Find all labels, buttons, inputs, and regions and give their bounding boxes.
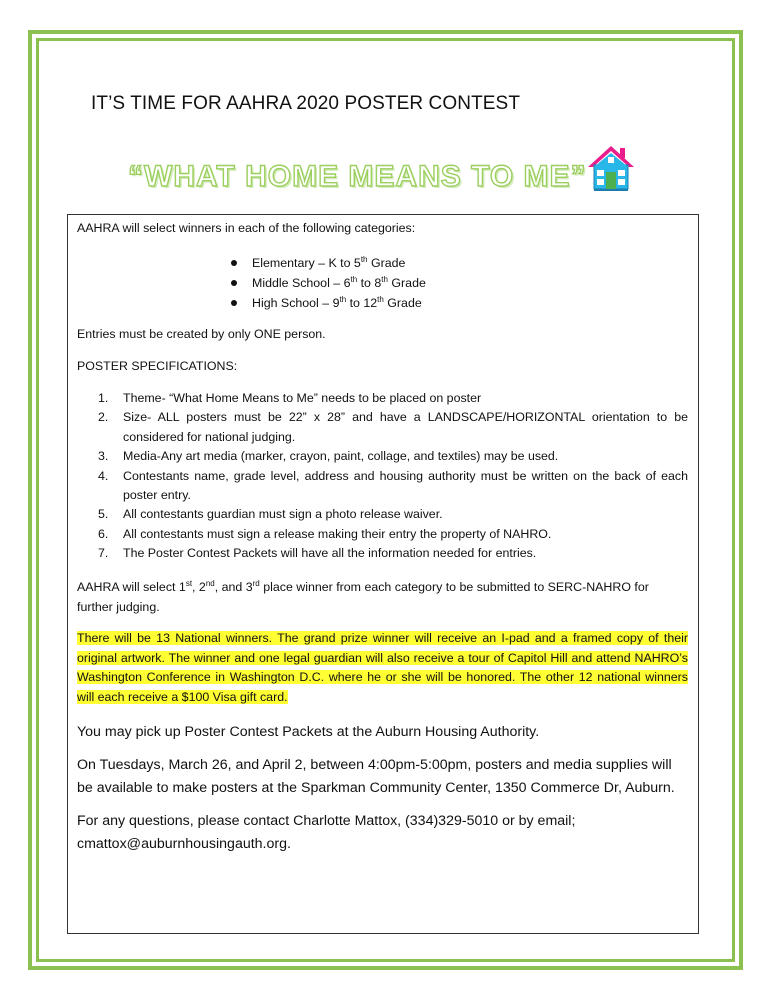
contact-info: For any questions, please contact Charlotte Mattox, (334)329-5010 or by email; cmattox@auburnhousingauth.org. — [77, 813, 576, 852]
specs-heading: POSTER SPECIFICATIONS: — [77, 359, 238, 373]
workshop-schedule: On Tuesdays, March 26, and April 2, between 4:00pm-5:00pm, posters and media supplies will be available to make posters at the Sparkman Community Center, 1350 Commerce Dr, Auburn. — [77, 757, 675, 796]
page-heading: IT’S TIME FOR AAHRA 2020 POSTER CONTEST — [91, 93, 521, 114]
category-elementary: Elementary – K to 5th Grade — [228, 253, 426, 273]
spec-item: 5. All contestants guardian must sign a photo release waiver. — [98, 507, 443, 522]
contest-details-box — [67, 214, 699, 934]
entries-rule: Entries must be created by only ONE person. — [77, 327, 326, 341]
spec-item: 1. Theme- “What Home Means to Me” needs to be placed on poster — [98, 391, 482, 405]
categories-intro: AAHRA will select winners in each of the following categories: — [77, 221, 416, 235]
category-high-school: High School – 9th to 12th Grade — [228, 293, 426, 313]
national-winners-notice: There will be 13 National winners. The grand prize winner will receive an I-pad and a framed copy of their original artwork. The winner and one legal guardian will also receive a tour of Capitol Hill and attend NAHRO’s Washington Conference in Washington D.C. where he or she will be honored. The other 12 national winners will each receive a $100 Visa gift card. — [77, 631, 688, 704]
category-list — [228, 253, 426, 313]
winner-selection-text: AAHRA will select 1st, 2nd, and 3rd place winner from each category to be submitted to SERC-NAHRO for further judging. — [77, 578, 649, 614]
spec-item: 7. The Poster Contest Packets will have all the information needed for entries. — [98, 546, 537, 561]
pickup-info: You may pick up Poster Contest Packets at the Auburn Housing Authority. — [77, 724, 540, 740]
contest-theme-banner: “WHAT HOME MEANS TO ME” — [128, 160, 587, 193]
spec-item: 2. Size- ALL posters must be 22” x 28” and have a LANDSCAPE/HORIZONTAL orientation to be considered for national judging. — [98, 410, 688, 444]
category-middle-school: Middle School – 6th to 8th Grade — [228, 273, 426, 293]
spec-item: 6. All contestants must sign a release making their entry the property of NAHRO. — [98, 526, 552, 541]
spec-item: 4. Contestants name, grade level, address and housing authority must be written on the back of each poster entry. — [98, 468, 688, 503]
spec-item: 3. Media-Any art media (marker, crayon, paint, collage, and textiles) may be used. — [98, 449, 559, 464]
poster-specifications-list — [98, 389, 688, 564]
house-icon — [586, 143, 636, 193]
